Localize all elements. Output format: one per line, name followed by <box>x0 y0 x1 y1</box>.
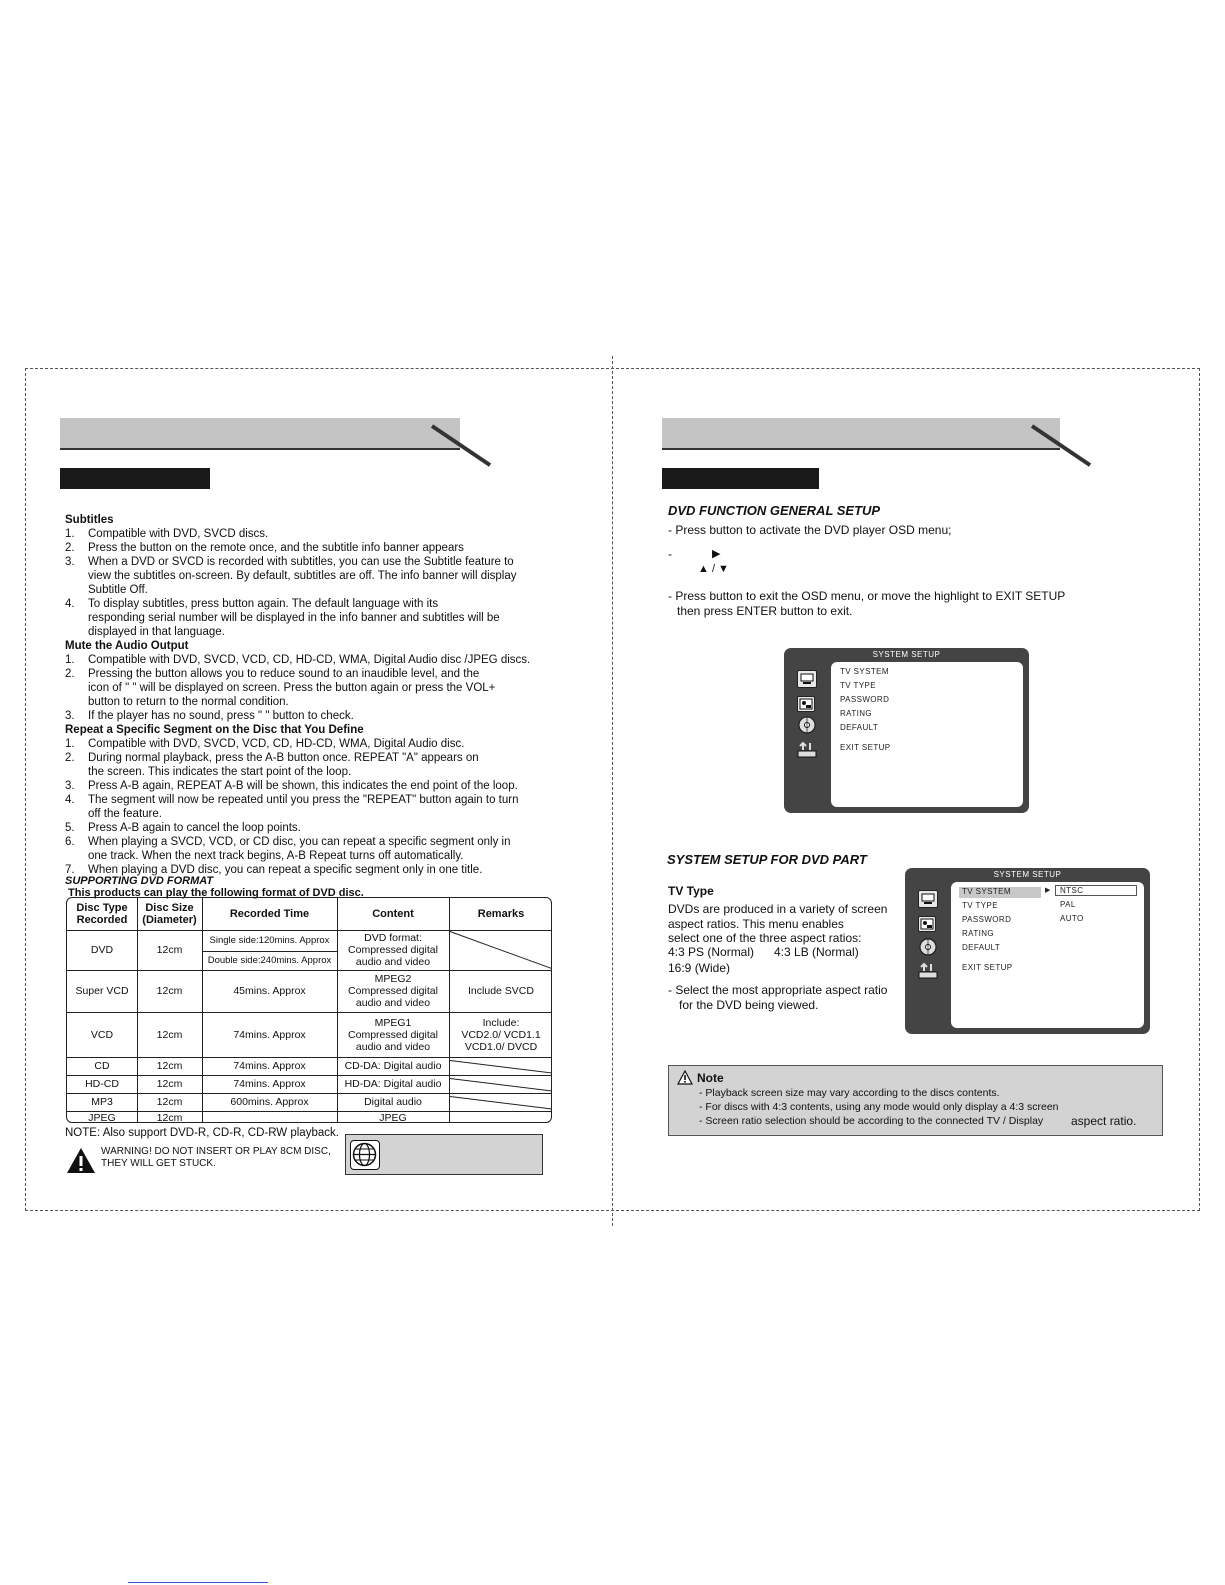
general-line-press2a: - Press button to exit the OSD menu, or move the highlight to EXIT SETUP <box>668 589 1066 603</box>
globe-icon <box>350 1140 380 1170</box>
rating-icon[interactable] <box>797 696 815 712</box>
list-num: 6. <box>65 836 75 848</box>
list-text: The segment will now be repeated until you press the "REPEAT" button again to turn <box>88 794 519 806</box>
disc-icon[interactable] <box>919 938 937 956</box>
list-num: 4. <box>65 598 75 610</box>
list-num: 3. <box>65 556 75 568</box>
cell-vcd-type: VCD <box>90 1028 114 1041</box>
tvtype-ratio-ps: 4:3 PS (Normal) <box>668 945 755 959</box>
list-text: Press A-B again, REPEAT A-B will be shown, this indicates the end point of the loop. <box>88 780 518 792</box>
list-num: 4. <box>65 794 75 806</box>
cell-jpeg-size: 12cm <box>156 1111 183 1123</box>
list-text: When playing a DVD disc, you can repeat a specific segment only in one title. <box>88 864 483 876</box>
tvtype-ratio-lb: 4:3 LB (Normal) <box>774 945 859 959</box>
note-line: - Playback screen size may vary according to the discs contents. <box>699 1087 1000 1099</box>
list-text: When a DVD or SVCD is recorded with subtitles, you can use the Subtitle feature to <box>88 556 514 568</box>
cell-hdcd-size: 12cm <box>156 1078 183 1090</box>
footer-link-line <box>128 1582 268 1583</box>
general-setup-heading: DVD FUNCTION GENERAL SETUP <box>668 503 881 518</box>
cell-svcd-content: MPEG2 <box>374 973 412 985</box>
list-text: view the subtitles on-screen. By default, subtitles are off. The info banner will display <box>88 570 517 582</box>
header-disc-size-line2: (Diameter) <box>142 914 197 926</box>
note-title: Note <box>697 1071 724 1085</box>
list-text: Compatible with DVD, SVCD discs. <box>88 528 269 540</box>
option-auto[interactable]: AUTO <box>1060 914 1084 923</box>
menu2-item[interactable]: TV TYPE <box>962 901 998 910</box>
list-text: During normal playback, press the A-B button once. REPEAT "A" appears on <box>88 752 479 764</box>
menu2-item[interactable]: EXIT SETUP <box>962 963 1013 972</box>
list-text: Subtitle Off. <box>88 584 148 596</box>
menu1-item[interactable]: RATING <box>840 709 873 718</box>
mute-heading: Mute the Audio Output <box>65 640 189 652</box>
cell-svcd-content: audio and video <box>355 997 431 1009</box>
cell-cd-size: 12cm <box>156 1060 183 1072</box>
list-num: 2. <box>65 668 75 680</box>
list-num: 2. <box>65 752 75 764</box>
cell-dvd-content: Compressed digital <box>348 944 438 956</box>
logo-box <box>345 1134 543 1175</box>
general-line-press2b: then press ENTER button to exit. <box>677 604 853 618</box>
exit-icon[interactable] <box>797 741 817 758</box>
cell-svcd-size: 12cm <box>156 985 183 997</box>
list-text: Press the button on the remote once, and the subtitle info banner appears <box>88 542 464 554</box>
cell-dvd-content: DVD format: <box>364 932 422 944</box>
cell-svcd-type: Super VCD <box>75 985 129 997</box>
menu1-item[interactable]: PASSWORD <box>840 695 890 704</box>
list-text: off the feature. <box>88 808 162 820</box>
header-remarks: Remarks <box>477 908 525 920</box>
option-arrow-icon: ▶ <box>1045 887 1051 894</box>
tvtype-heading: TV Type <box>668 884 714 898</box>
arrow-right-icon: ▶ <box>712 548 721 560</box>
monitor-icon[interactable] <box>918 890 938 908</box>
cell-jpeg-content: JPEG <box>379 1111 407 1123</box>
menu1-item[interactable]: EXIT SETUP <box>840 743 891 752</box>
format-note: NOTE: Also support DVD-R, CD-R, CD-RW playback. <box>65 1127 339 1139</box>
note-line: - Screen ratio selection should be according to the connected TV / Display <box>699 1115 1044 1127</box>
right-header-bar <box>662 418 1060 450</box>
rating-icon[interactable] <box>918 916 936 932</box>
cell-dvd-type: DVD <box>90 944 114 956</box>
menu2-item[interactable]: DEFAULT <box>962 943 1001 952</box>
warning-icon <box>66 1147 96 1174</box>
cell-vcd-remarks: VCD2.0/ VCD1.1 <box>461 1028 541 1041</box>
cell-jpeg-type: JPEG <box>88 1111 116 1123</box>
disc-format-table <box>66 897 552 1123</box>
center-divider <box>612 356 613 1226</box>
header-recorded-time: Recorded Time <box>229 908 310 920</box>
cell-mp3-time: 600mins. Approx <box>230 1096 309 1108</box>
list-num: 5. <box>65 822 75 834</box>
warning-line: THEY WILL GET STUCK. <box>101 1158 216 1169</box>
cell-svcd-remarks: Include SVCD <box>468 985 534 997</box>
option-ntsc[interactable]: NTSC <box>1060 886 1084 895</box>
cell-cd-type: CD <box>94 1060 110 1072</box>
cell-vcd-size: 12cm <box>156 1028 183 1041</box>
list-num: 1. <box>65 738 75 750</box>
cell-vcd-time: 74mins. Approx <box>233 1028 306 1041</box>
cell-svcd-time: 45mins. Approx <box>233 985 306 997</box>
exit-icon[interactable] <box>918 962 938 979</box>
cell-vcd-remarks: Include: <box>482 1016 520 1029</box>
list-text: Compatible with DVD, SVCD, VCD, CD, HD-CD, WMA, Digital Audio disc. <box>88 738 465 750</box>
menu1-item[interactable]: TV TYPE <box>840 681 876 690</box>
cell-mp3-type: MP3 <box>91 1096 113 1108</box>
header-disc-size-line1: Disc Size <box>145 902 194 914</box>
list-num: 3. <box>65 710 75 722</box>
cell-vcd-remarks: VCD1.0/ DVCD <box>464 1040 538 1053</box>
warning-line: WARNING! DO NOT INSERT OR PLAY 8CM DISC, <box>101 1146 331 1157</box>
note-tail: aspect ratio. <box>1071 1114 1137 1128</box>
list-text: If the player has no sound, press " " button to check. <box>88 710 354 722</box>
supporting-subheading: This products can play the following format of DVD disc. <box>68 887 364 899</box>
cell-vcd-content: MPEG1 <box>374 1016 412 1029</box>
system-setup-menu-1 <box>784 648 1029 813</box>
general-line-press1: - Press button to activate the DVD player OSD menu; <box>668 523 952 537</box>
supporting-heading: SUPPORTING DVD FORMAT <box>65 875 214 887</box>
cell-hdcd-type: HD-CD <box>85 1078 119 1090</box>
list-num: 1. <box>65 654 75 666</box>
system-setup-menu-2 <box>905 868 1150 1034</box>
tvtype-line: select one of the three aspect ratios: <box>668 931 862 945</box>
list-text: Press A-B again to cancel the loop points. <box>88 822 301 834</box>
list-text: responding serial number will be displayed in the info banner and subtitles will be <box>88 612 500 624</box>
cell-dvd-content: audio and video <box>355 956 431 968</box>
repeat-heading: Repeat a Specific Segment on the Disc that You Define <box>65 724 364 736</box>
cell-dvd-time2: Double side:240mins. Approx <box>207 954 332 966</box>
disc-icon[interactable] <box>798 716 816 734</box>
cell-dvd-size: 12cm <box>156 944 183 956</box>
list-text: button to return to the normal condition. <box>88 696 289 708</box>
cell-hdcd-time: 74mins. Approx <box>233 1078 306 1090</box>
cell-cd-time: 74mins. Approx <box>233 1060 306 1072</box>
left-header-bar <box>60 418 460 450</box>
list-text: displayed in that language. <box>88 626 225 638</box>
tvtype-line: DVDs are produced in a variety of screen <box>668 902 888 916</box>
list-num: 1. <box>65 528 75 540</box>
system-setup-heading: SYSTEM SETUP FOR DVD PART <box>667 852 867 867</box>
note-line: - For discs with 4:3 contents, using any mode would only display a 4:3 screen <box>699 1101 1059 1113</box>
cell-svcd-content: Compressed digital <box>348 985 438 997</box>
list-text: Pressing the button allows you to reduce sound to an inaudible level, and the <box>88 668 480 680</box>
cell-hdcd-content: HD-DA: Digital audio <box>344 1078 442 1090</box>
general-line-dash: - <box>668 547 672 561</box>
list-text: icon of " " will be displayed on screen. Press the button again or press the VOL+ <box>88 682 496 694</box>
arrow-updown-icon: ▲ / ▼ <box>698 563 729 575</box>
cell-mp3-size: 12cm <box>156 1096 183 1108</box>
menu2-item[interactable]: PASSWORD <box>962 915 1012 924</box>
list-text: Compatible with DVD, SVCD, VCD, CD, HD-CD, WMA, Digital Audio disc /JPEG discs. <box>88 654 531 666</box>
list-num: 7. <box>65 864 75 876</box>
cell-dvd-time1: Single side:120mins. Approx <box>209 934 330 946</box>
note-box <box>668 1065 1163 1136</box>
list-text: To display subtitles, press button again. The default language with its <box>88 598 439 610</box>
cell-cd-content: CD-DA: Digital audio <box>344 1060 442 1072</box>
cell-mp3-content: Digital audio <box>364 1096 422 1108</box>
header-content: Content <box>372 908 414 920</box>
right-section-tab <box>662 468 819 489</box>
tvtype-line: aspect ratios. This menu enables <box>668 917 844 931</box>
tvtype-select-b: for the DVD being viewed. <box>679 998 819 1012</box>
list-num: 3. <box>65 780 75 792</box>
menu1-item[interactable]: TV SYSTEM <box>840 667 889 676</box>
list-text: one track. When the next track begins, A-B Repeat turns off automatically. <box>88 850 464 862</box>
list-text: the screen. This indicates the start point of the loop. <box>88 766 352 778</box>
header-disc-type-line2: Recorded <box>76 914 128 926</box>
subtitles-heading: Subtitles <box>65 514 114 526</box>
caution-icon <box>677 1070 693 1085</box>
left-section-tab <box>60 468 210 489</box>
menu2-title: SYSTEM SETUP <box>993 870 1062 879</box>
list-num: 2. <box>65 542 75 554</box>
cell-vcd-content: Compressed digital <box>348 1028 438 1041</box>
header-disc-type-line1: Disc Type <box>76 902 128 914</box>
cell-vcd-content: audio and video <box>355 1040 431 1053</box>
menu1-title: SYSTEM SETUP <box>872 650 941 659</box>
monitor-icon[interactable] <box>797 670 817 688</box>
option-pal[interactable]: PAL <box>1060 900 1076 909</box>
list-text: When playing a SVCD, VCD, or CD disc, you can repeat a specific segment only in <box>88 836 511 848</box>
menu1-item[interactable]: DEFAULT <box>840 723 879 732</box>
tvtype-select-a: - Select the most appropriate aspect ratio <box>668 983 888 997</box>
menu2-item-selected[interactable]: TV SYSTEM <box>962 887 1011 896</box>
menu2-item[interactable]: RATING <box>962 929 995 938</box>
tvtype-ratio-wide: 16:9 (Wide) <box>668 961 731 975</box>
